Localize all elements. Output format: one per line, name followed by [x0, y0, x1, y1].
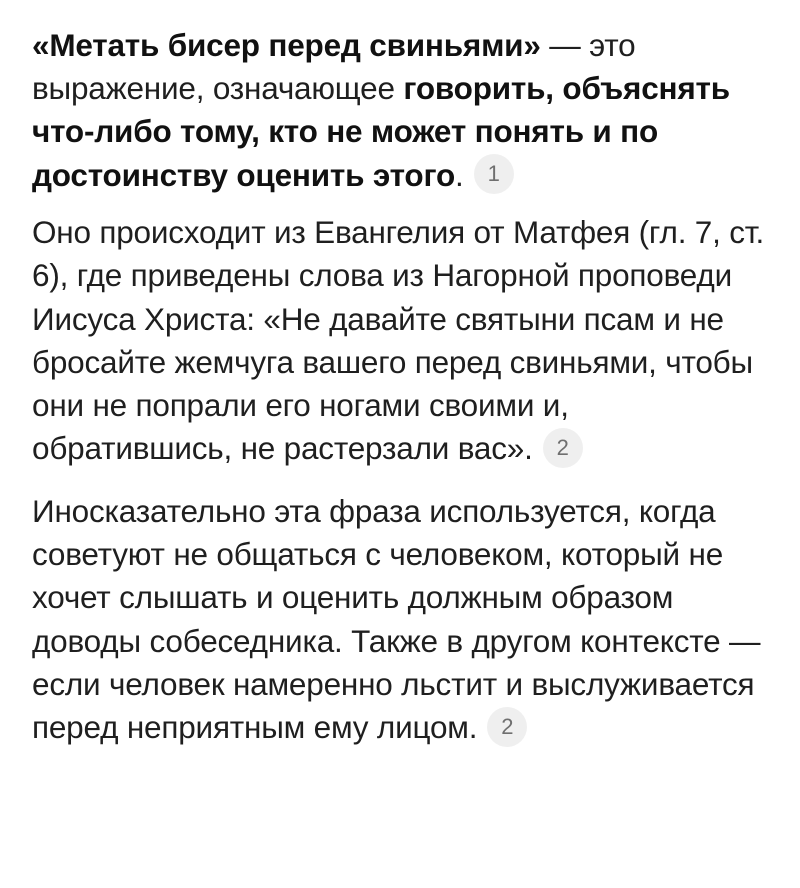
definition-period: .	[455, 156, 464, 193]
paragraph-definition	[32, 24, 772, 197]
idiom-phrase: «Метать бисер перед свиньями»	[32, 27, 541, 63]
origin-text: Оно происходит из Евангелия от Матфея (гл. 7, ст. 6), где приведены слова из Нагорной проповеди Иисуса Христа: «Не давайте святыни псам и не бросайте жемчуга вашего перед свиньями, чтобы они не попрали его ногами своими и, обратившись, не растерзали вас».	[32, 214, 765, 467]
source-reference-badge[interactable]: 2	[487, 707, 527, 747]
paragraph-usage	[32, 490, 772, 750]
source-reference-badge[interactable]: 2	[543, 428, 583, 468]
usage-text: Иносказательно эта фраза используется, когда советуют не общаться с человеком, который не хочет слышать и оценить должным образом доводы собеседника. Также в другом контексте — если человек намеренно льстит и выслуживается перед неприятным ему лицом.	[32, 492, 761, 745]
definition-intro: — это выражение, означающее	[32, 27, 636, 107]
paragraph-origin	[32, 211, 772, 471]
idiom-meaning: говорить, объяснять что-либо тому, кто не может понять и по достоинству оценить этого	[32, 70, 730, 193]
source-reference-badge[interactable]: 1	[474, 154, 514, 194]
